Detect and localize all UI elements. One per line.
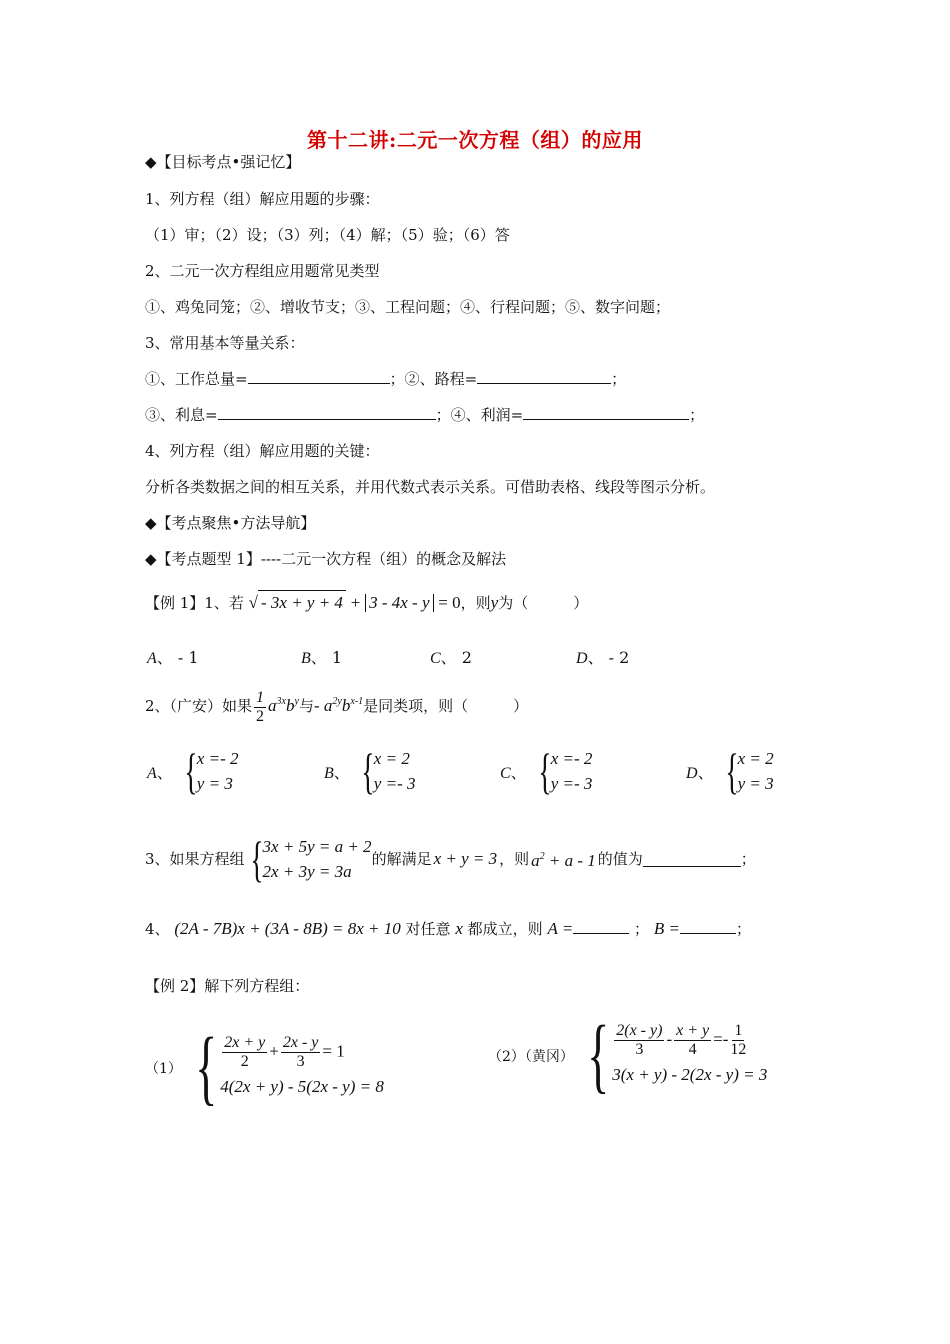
problem-2-row-2: 3(x + y) - 2(2x - y) = 3 (612, 1064, 768, 1084)
work-total-blank[interactable] (248, 369, 390, 384)
abs-expression: 3 - 4x - y (365, 594, 433, 612)
system-row-2: y =- 3 (373, 774, 416, 793)
option-value: 2 (461, 648, 472, 667)
fraction-numerator: 1 (734, 1021, 743, 1039)
expr-tail: + a - 1 (544, 851, 596, 870)
line-end: ； (735, 920, 751, 938)
distance-label: ；②、路程= (389, 370, 478, 388)
profit-blank[interactable] (523, 405, 689, 420)
ex2-problem-1 (145, 1021, 384, 1114)
option-system (738, 746, 774, 796)
option-value: 1 (331, 648, 343, 667)
q3-condition: x + y = 3 (433, 849, 498, 868)
option-system (197, 746, 239, 796)
option-letter: A (147, 764, 157, 782)
option-value: - 1 (177, 648, 199, 667)
q2-option-b[interactable] (324, 743, 416, 799)
option-sep: 、 (510, 762, 527, 782)
system-row-1: 3x + 5y = a + 2 (262, 837, 372, 856)
q4-separator: ； (634, 920, 650, 938)
plus-sign: + (269, 1040, 279, 1060)
term-2-base: - a (313, 696, 333, 715)
question-3-mid: 的解满足 (371, 850, 432, 868)
fraction-numerator: 1 (256, 688, 265, 706)
question-4-mid: 对任意 (405, 920, 451, 938)
fraction-3 (730, 1022, 746, 1059)
q4-a-blank[interactable] (573, 919, 629, 934)
expr-base: a (531, 851, 540, 870)
variable-y: y (490, 593, 499, 612)
question-4-tail: 都成立，则 (467, 920, 543, 938)
item-2-text: 2、二元一次方程组应用题常见类型 (145, 262, 380, 280)
profit-label: ；④、利润= (435, 406, 524, 424)
question-3-tail: 的值为 (597, 850, 643, 868)
brace-icon: { (538, 743, 552, 799)
fraction-numerator: 2x - y (282, 1033, 319, 1051)
question-2 (145, 680, 528, 728)
interest-label: ③、利息= (145, 406, 218, 424)
example-1-label: 【例 1】1、若 (145, 594, 244, 612)
line-end: ； (689, 406, 705, 424)
ex1-option-d[interactable] (576, 645, 629, 668)
fraction-denominator: 4 (688, 1040, 697, 1058)
page-title: 第十二讲:二元一次方程（组）的应用 (307, 128, 643, 152)
fraction-numerator: 2(x - y) (616, 1021, 663, 1039)
system-row-2: 2x + 3y = 3a (262, 862, 352, 881)
equals-minus: =- (713, 1028, 729, 1048)
item-1-text: 1、列方程（组）解应用题的步骤： (145, 190, 380, 208)
line-end: ； (611, 370, 627, 388)
q3-system-rows (263, 834, 372, 884)
term-2b-exp: x-1 (350, 696, 364, 707)
question-tail: 为（ ） (498, 594, 589, 612)
option-system (551, 746, 593, 796)
question-3-then: ，则 (499, 850, 530, 868)
problem-2-label: （2）（黄冈） (488, 1049, 574, 1065)
option-sep: 、 (697, 762, 714, 782)
term-1b-base: b (286, 696, 295, 715)
question-3 (145, 831, 756, 887)
problem-2-rows (612, 1022, 767, 1091)
fraction-1 (222, 1034, 267, 1071)
brace-icon: { (249, 831, 264, 887)
fraction-denominator: 2 (240, 1052, 249, 1070)
interest-blank[interactable] (218, 405, 436, 420)
q2-option-c[interactable] (500, 743, 593, 799)
work-total-label: ①、工作总量= (145, 370, 248, 388)
system-row-1: x =- 2 (196, 749, 239, 768)
item-1-steps: （1）审；（2）设；（3）列；（4）解；（5）验；（6）答 (145, 226, 510, 244)
sqrt-expression (249, 593, 346, 612)
q3-answer-blank[interactable] (643, 852, 741, 867)
ex1-option-a[interactable] (147, 645, 199, 668)
fraction-2 (281, 1034, 321, 1071)
section-header-focus: ◆【考点聚焦•方法导航】 (145, 514, 316, 532)
q4-b-blank[interactable] (680, 919, 736, 934)
ex1-option-c[interactable] (430, 645, 472, 668)
system-row-1: x =- 2 (550, 749, 593, 768)
fraction-denominator: 3 (296, 1052, 305, 1070)
option-value: - 2 (608, 648, 630, 667)
fraction-denominator: 3 (635, 1040, 644, 1058)
option-letter: C (430, 650, 441, 667)
brace-icon: { (586, 1009, 610, 1102)
fraction-numerator: x + y (676, 1021, 710, 1039)
brace-icon: { (361, 743, 375, 799)
question-4 (145, 916, 751, 942)
section-header-goals: ◆【目标考点•强记忆】 (145, 153, 301, 171)
term-1-base: a (268, 696, 277, 715)
option-sep: 、 (333, 762, 350, 782)
term-1-exp: 3x (276, 696, 286, 707)
system-row-2: y =- 3 (550, 774, 593, 793)
option-sep: 、 (440, 648, 457, 667)
example-2-label: 【例 2】解下列方程组： (145, 977, 310, 995)
question-3-prefix: 3、如果方程组 (145, 850, 245, 868)
option-letter: B (301, 650, 311, 667)
option-sep: 、 (156, 648, 173, 667)
question-2-mid: 与 (298, 697, 314, 715)
distance-blank[interactable] (477, 369, 611, 384)
problem-1-row-2: 4(2x + y) - 5(2x - y) = 8 (220, 1076, 384, 1096)
problem-1-rows (220, 1034, 384, 1103)
equals-zero: = 0 (438, 593, 461, 612)
term-2 (314, 696, 363, 715)
term-2-exp: 2y (332, 696, 342, 707)
term-1b-exp: y (294, 696, 299, 707)
sqrt-radicand: - 3x + y + 4 (258, 590, 346, 615)
brace-icon: { (194, 1021, 218, 1114)
item-3-text: 3、常用基本等量关系： (145, 334, 305, 352)
q4-variable: x (455, 919, 463, 938)
option-sep: 、 (156, 762, 173, 782)
plus-sign: + (350, 593, 361, 612)
q3-expression (531, 847, 596, 871)
q3-system (245, 831, 372, 887)
example-1-question (145, 590, 588, 615)
fraction-half (254, 689, 266, 726)
section-header-type1: ◆【考点题型 1】----二元一次方程（组）的概念及解法 (145, 550, 507, 568)
item-4-text: 4、列方程（组）解应用题的关键： (145, 442, 380, 460)
q4-b-label: B = (653, 919, 680, 938)
then-text: ，则 (460, 594, 491, 612)
q4-equation: (2A - 7B)x + (3A - 8B) = 8x + 10 (174, 919, 401, 938)
item-3-line-a (145, 369, 626, 389)
fraction-1 (614, 1022, 664, 1059)
system-row-1: x = 2 (373, 749, 410, 768)
problem-1-row-1 (220, 1034, 384, 1071)
option-label (324, 760, 350, 783)
question-2-tail: 是同类项，则（ ） (363, 697, 529, 715)
ex1-option-b[interactable] (301, 645, 342, 668)
system-row-2: y = 3 (737, 774, 774, 793)
option-sep: 、 (310, 648, 327, 667)
option-system (374, 746, 416, 796)
question-4-prefix: 4、 (145, 920, 170, 938)
ex2-problem-2 (488, 1009, 768, 1102)
option-label (686, 760, 714, 783)
minus-sign: - (666, 1028, 673, 1048)
problem-2-row-1 (612, 1022, 767, 1059)
fraction-denominator: 12 (730, 1040, 747, 1058)
option-sep: 、 (587, 648, 604, 667)
q4-a-label: A = (547, 919, 574, 938)
fraction-2 (674, 1022, 711, 1059)
item-2-types: ①、鸡兔同笼；②、增收节支；③、工程问题；④、行程问题；⑤、数字问题； (145, 298, 671, 316)
brace-icon: { (724, 743, 739, 799)
equals-one: = 1 (322, 1040, 345, 1060)
system-row-1: x = 2 (737, 749, 774, 768)
brace-icon: { (184, 743, 198, 799)
option-label (147, 760, 173, 783)
item-4-detail: 分析各类数据之间的相互关系，并用代数式表示关系。可借助表格、线段等图示分析。 (145, 478, 716, 496)
item-3-line-b (145, 405, 704, 425)
q2-option-a[interactable] (147, 743, 239, 799)
option-letter: A (147, 650, 157, 667)
question-2-prefix: 2、（广安）如果 (145, 697, 253, 715)
term-1 (268, 696, 299, 715)
option-letter: C (500, 764, 511, 782)
sqrt-sign: √ (248, 593, 258, 612)
option-letter: D (576, 650, 588, 667)
system-row-2: y = 3 (196, 774, 233, 793)
line-end: ； (740, 850, 756, 868)
fraction-numerator: 2x + y (224, 1033, 266, 1051)
expr-exp: 2 (539, 851, 545, 862)
term-2b-base: b (341, 696, 351, 715)
option-letter: B (324, 764, 334, 782)
option-label (500, 760, 527, 783)
fraction-denominator: 2 (256, 707, 265, 725)
problem-1-label: （1） (145, 1061, 182, 1077)
q2-option-d[interactable] (686, 743, 774, 799)
option-letter: D (686, 764, 698, 782)
